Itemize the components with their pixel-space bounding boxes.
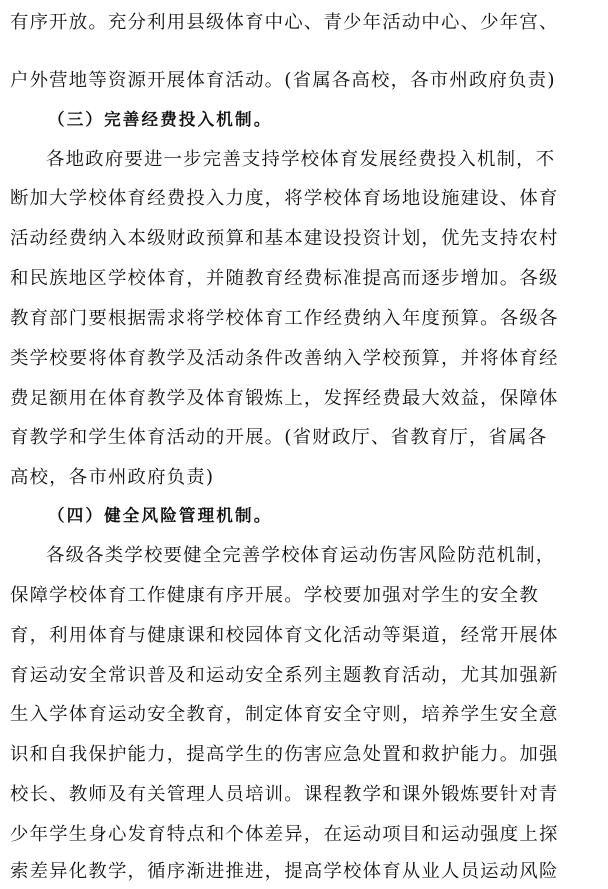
text-line: 育，利用体育与健康课和校园体育文化活动等渠道，经常开展体 — [10, 625, 559, 646]
text-line: 识和自我保护能力，提高学生的伤害应急处置和救护能力。加强 — [10, 744, 559, 765]
text-line: 和民族地区学校体育，并随教育经费标准提高而逐步增加。各级 — [10, 268, 559, 289]
text-line: 生入学体育运动安全教育，制定体育安全守则，培养学生安全意 — [10, 704, 559, 725]
text-line: 各地政府要进一步完善支持学校体育发展经费投入机制，不 — [46, 149, 556, 170]
text-line: 断加大学校体育经费投入力度，将学校体育场地设施建设、体育 — [10, 188, 559, 209]
text-line: 索差异化教学，循序渐进推进，提高学校体育从业人员运动风险 — [10, 861, 559, 882]
text-line: 高校，各市州政府负责) — [10, 467, 215, 488]
text-line: 类学校要将体育教学及活动条件改善纳入学校预算，并将体育经 — [10, 348, 559, 369]
text-line: 教育部门要根据需求将学校体育工作经费纳入年度预算。各级各 — [10, 308, 559, 329]
text-line: 费足额用在体育教学及体育锻炼上，发挥经费最大效益，保障体 — [10, 388, 559, 409]
section-heading: （四）健全风险管理机制。 — [48, 506, 273, 525]
text-line: 少年学生身心发育特点和个体差异，在运动项目和运动强度上探 — [10, 824, 559, 845]
text-line: 各级各类学校要健全完善学校体育运动伤害风险防范机制， — [46, 545, 556, 566]
text-line: 活动经费纳入本级财政预算和基本建设投资计划，优先支持农村 — [10, 228, 559, 249]
text-line: 育教学和学生体育活动的开展。(省财政厅、省教育厅，省属各 — [10, 427, 548, 448]
text-line: 校长、教师及有关管理人员培训。课程教学和课外锻炼要针对青 — [10, 784, 559, 805]
text-line: 户外营地等资源开展体育活动。(省属各高校，各市州政府负责) — [10, 70, 556, 91]
section-heading: （三）完善经费投入机制。 — [48, 110, 273, 129]
text-line: 育运动安全常识普及和运动安全系列主题教育活动，尤其加强新 — [10, 665, 559, 686]
text-line: 有序开放。充分利用县级体育中心、青少年活动中心、少年宫、 — [10, 12, 559, 33]
text-line: 保障学校体育工作健康有序开展。学校要加强对学生的安全教 — [10, 585, 539, 606]
